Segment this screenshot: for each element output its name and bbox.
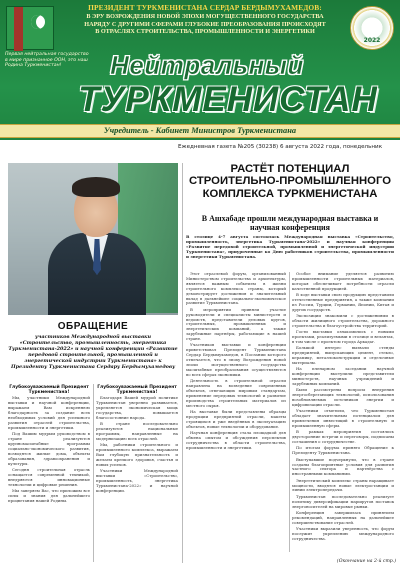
paragraph: Участников выставки и конференции приветствовал Президент Туркменистана Сердар Бердымухамедов, в Послании которого отмечается, что в эпоху Возрождения новой эпохи могущественного государства масштабные преобразования осуществляются во всех сферах экономики. <box>186 342 286 377</box>
president-quote <box>60 13 350 36</box>
paragraph: Под Вашим мудрым руководством в стране реализуются крупномасштабные программы социально-экономического развития, возводятся жилые дома, объекты образования, здравоохранения и культуры. <box>8 431 90 466</box>
paragraph: Гости выставки ознакомились с новыми проектами, реализуемыми в столице и велаятах, в том числе с проектом города Аркадаг. <box>292 329 394 344</box>
appeal-column-2 <box>96 384 178 562</box>
paragraph: Были рассмотрены вопросы внедрения энергосберегающих технологий, использования возобновляемых источников энергии и цифровизации отрасли. <box>292 387 394 407</box>
column-divider <box>182 163 183 563</box>
paragraph: По итогам форума принято Обращение к Президенту Туркменистана. <box>292 445 394 456</box>
president-quote-line: В ЭРУ ВОЗРОЖДЕНИЯ НОВОЙ ЭПОХИ МОГУЩЕСТВЕННОГО ГОСУДАРСТВА <box>86 13 324 20</box>
president-photo <box>8 163 178 315</box>
lead-column-1 <box>186 272 286 552</box>
paragraph: Благодаря Вашей мудрой политике Туркменистан уверенно развивается, укрепляется экономическая мощь государства, повышается благосостояние народа. <box>96 395 178 421</box>
paragraph: Участники Международной выставки «Строительство, промышленность, энергетика Туркменистана-2022» и научной конференции. <box>96 468 178 493</box>
masthead <box>0 0 400 158</box>
paragraph: Выступавшие подчеркнули, что в стране созданы благоприятные условия для развития частного сектора и партнёрства с иностранными компаниями. <box>292 456 394 477</box>
paragraph: Особое внимание уделяется развитию промышленности строительных материалов, которая обеспечивает потребности отрасли качественной продукцией. <box>292 272 394 291</box>
paragraph: Экспозиции знакомили с достижениями в области жилищного строительства, дорожного строительства и благоустройства территорий. <box>292 313 394 328</box>
founder-line: Учредитель - Кабинет Министров Туркменистана <box>103 126 297 135</box>
paragraph: Научная конференция стала площадкой для обмена опытом и обсуждения перспектив сотрудничества в области строительства, промышленности и энергетики. <box>186 430 286 450</box>
paragraph: Мы, участники Международной выставки и научной конференции, выражаем Вам искреннюю благодарность за создание всех необходимых условий для успешного развития отраслей строительства, промышленности и энергетики. <box>8 395 90 430</box>
president-quote-line: НАРЯДУ С ДРУГИМИ СФЕРАМИ ГЛУБОКИЕ ПРЕОБРАЗОВАНИЯ ПРОИСХОДЯТ <box>84 20 326 28</box>
paragraph: Участники отметили, что Туркменистан обладает значительным потенциалом для привлечения инвестиций в строительную и промышленную сферы. <box>292 408 394 429</box>
continued-note: (Окончание на 2-й стр.) <box>336 559 396 564</box>
appeal-title: ОБРАЩЕНИЕ <box>57 321 129 332</box>
paragraph: Мы, работники строительного и промышленного комплекса, выражаем Вам глубокую признательность и желаем крепкого здоровья, счастья и новых успехов. <box>96 442 178 467</box>
paragraph: В рамках мероприятия состоялись двусторонние встречи и переговоры, подписаны соглашения о сотрудничестве. <box>292 429 394 445</box>
lead-paragraph: В столице 4-7 августа состоялась Международная выставка «Строительство, промышленность, энергетика Туркменистана-2022» и научная конференция «Развитие передовой строительной, промышленной и энергетической индустрии Туркменистана», приуроченные ко Дню работников строительства, промышленности и энергетики Туркменистана. <box>186 234 394 259</box>
paragraph: Большой интерес вызвали стенды предприятий, выпускающих цемент, стекло, керамику, металлоконструкции и отделочные материалы. <box>292 345 394 365</box>
lead-column-2 <box>292 272 394 556</box>
paragraph: В мероприятии приняли участие руководители и специалисты министерств и ведомств, представители деловых кругов, строительных, промышленных и энергетических компаний, а также зарубежные партнёры, работающие в нашей стране. <box>186 306 286 342</box>
appeal-salutation: Глубокоуважаемый Президент Туркменистана! <box>9 385 89 395</box>
lead-headline: РАСТЁТ ПОТЕНЦИАЛ СТРОИТЕЛЬНО-ПРОМЫШЛЕННОГО КОМПЛЕКСА ТУРКМЕНИСТАНА <box>189 163 391 200</box>
paragraph: Туркменистан последовательно реализует политику диверсификации маршрутов поставок энергоносителей на мировые рынки. <box>292 493 394 509</box>
column-divider <box>93 384 94 562</box>
paragraph: Энергетический комплекс страны наращивает мощности, вводятся новые электростанции и линии электропередачи. <box>292 477 394 493</box>
paragraph: Участники выразили уверенность, что форум послужит укреплению международного сотрудничества. <box>292 525 394 541</box>
paragraph: Мы заверяем Вас, что приложим все силы и знания для дальнейшего процветания нашей Родины. <box>8 487 90 503</box>
president-title: ПРЕЗИДЕНТ ТУРКМЕНИСТАНА СЕРДАР БЕРДЫМУХАМЕДОВ: <box>88 3 322 12</box>
paragraph: Этот отраслевой форум, организованный Министерством строительства и архитектуры, является важным событием в жизни строительного комплекса страны, который демонстрирует достижения и значительный вклад в дальнейшее социально-экономическое развитие Туркменистана. <box>186 272 286 306</box>
paper-name-line2: ТУРКМЕНИСТАН <box>78 80 378 119</box>
appeal-subtitle: участников Международной выставки «Строительство, промышленность, энергетика Туркменистана-2022» и научной конференции «Развитие передовой строительной, промышленной и энергетической индустрии Туркменистана» к Президенту Туркменистана Сердару Бердымухамедову <box>8 334 178 371</box>
paragraph: Деятельность в строительной отрасли направлена на возведение современных объектов, отвечающих мировым стандартам, применение передовых технологий и развитие производства строительных материалов из местного сырья. <box>186 378 286 408</box>
appeal-column-1 <box>8 384 90 562</box>
paragraph: Сегодня строительная отрасль оснащается современной техникой, внедряются инновационные технологии и цифровые решения. <box>8 466 90 487</box>
appeal-salutation: Глубокоуважаемый Президент Туркменистана! <box>97 385 177 395</box>
emblem-year: 2022 <box>363 37 381 44</box>
paragraph: В стране последовательно реализуются национальные программы, направленные на модернизацию всех отраслей. <box>96 421 178 442</box>
turkmenistan-flag-icon <box>6 6 54 50</box>
president-quote-line: В ОТРАСЛЯХ СТРОИТЕЛЬСТВА, ПРОМЫШЛЕННОСТИ И ЭНЕРГЕТИКИ <box>95 28 315 36</box>
issue-info: Ежедневная газета №205 (30238) 6 августа 2022 года, понедельник <box>178 144 383 150</box>
anniversary-emblem-icon <box>350 6 394 50</box>
paper-name-line1: Нейтральный <box>110 50 304 80</box>
paragraph: В ходе выставки свою продукцию представили отечественные предприятия, а также компании из России, Турции, Германии, Японии, Китая и других государств. <box>292 292 394 312</box>
paragraph: На выставке были представлены образцы продукции предприятий отрасли, макеты строящихся и уже введённых в эксплуатацию объектов, новые технологии и оборудование. <box>186 409 286 429</box>
column-divider <box>289 272 290 552</box>
paragraph: Конференция завершилась принятием рекомендаций, направленных на дальнейшее совершенствование отраслей. <box>292 509 394 525</box>
paragraph: На пленарном заседании научной конференции выступили представители министерств, научных учреждений и зарубежных компаний. <box>292 366 394 386</box>
side-note: Первая нейтральная государство в мире признанное ООН, это наш Родина Туркменистан! <box>5 52 89 68</box>
lead-subheadline: В Ашхабаде прошли международная выставка и научная конференция <box>201 214 379 232</box>
